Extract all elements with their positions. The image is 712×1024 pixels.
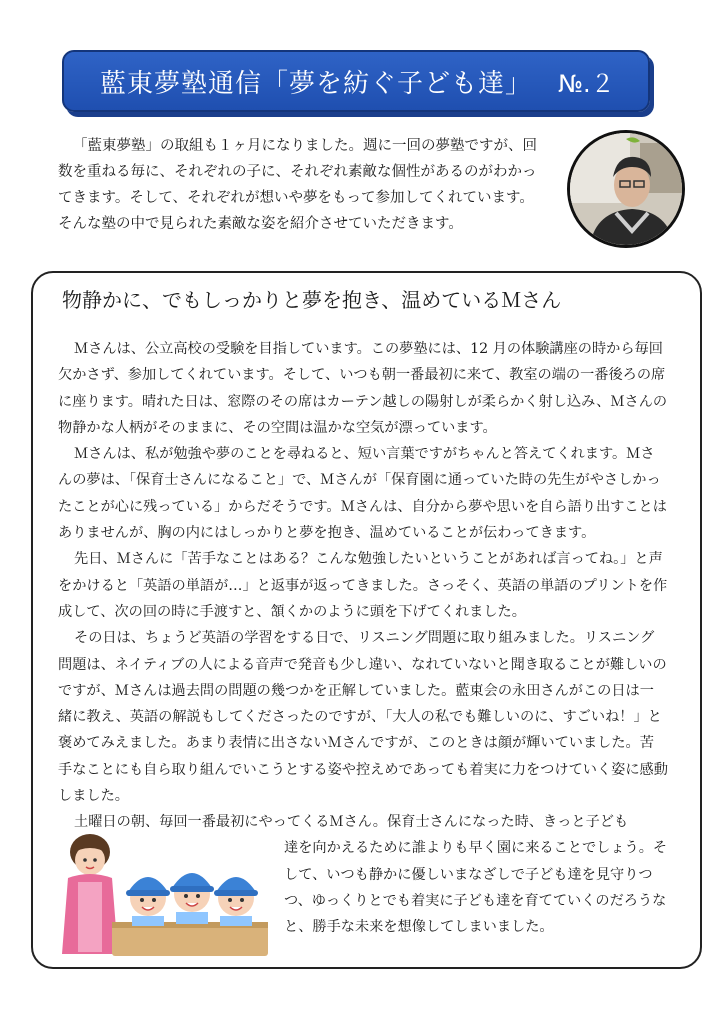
paragraph-text: その日は、ちょうど英語の学習をする日で、リスニング問題に取り組みました。リスニング問題は、ネイティブの人による音声で発音も少し違い、なれていないと聞き取ることが難しいのですが、Ｍさんは過去問の問題の幾つかを正解していました。藍東会の永田さんがこの日は一緒に教え、英語の解説もしてくださったのですが、「大人の私でも難しいのに、すごいね！」と褒めてみえました。あまり表情に出さないＭさんですが、このときは顔が輝いていました。苦手なことにも自ら取り組んでいこうとする姿や控えめであっても着実に力をつけていく姿に感動しました。 [58, 630, 668, 805]
article-title: 物静かに、でもしっかりと夢を抱き、温めているＭさん [62, 288, 562, 312]
article-body [58, 336, 668, 809]
intro-line: 数を重ねる毎に、それぞれの子に、それぞれ素敵な個性があるのがわかっ [58, 164, 537, 180]
header-banner [62, 50, 650, 112]
intro-line: てきます。そして、それぞれが想いや夢をもって参加してくれています。 [58, 190, 534, 206]
article-paragraph [58, 441, 668, 546]
teacher-portrait-photo [567, 130, 685, 248]
intro-line: 「藍東夢塾」の取組も１ヶ月になりました。週に一回の夢塾ですが、回 [73, 138, 537, 154]
newsletter-title: 藍東夢塾通信「夢を紡ぐ子ども達」 [100, 69, 533, 99]
intro-line: そんな塾の中で見られた素敵な姿を紹介させていただきます。 [58, 216, 463, 232]
article-paragraph [58, 625, 668, 809]
intro-text [58, 133, 550, 237]
paragraph-text: Ｍさんは、私が勉強や夢のことを尋ねると、短い言葉ですがちゃんと答えてくれます。Ｍさんの夢は、「保育士さんになること」で、Ｍさんが「保育園に通っていた時の先生がやさしかったことが心に残っている」からだそうです。Ｍさんは、自分から夢や思いを自ら語り出すことはありませんが、胸の内にはしっかりと夢を抱き、温めていることが伝わってきます。 [58, 446, 667, 542]
issue-number: №.２ [558, 70, 615, 98]
closing-rest: 達を向かえるために誰よりも早く園に来ることでしょう。そして、いつも静かに優しいまなざしで子ども達を見守りつつ、ゆっくりとでも着実に子ども達を育てていくのだろうなと、勝手な未来を想像してしまいました。 [284, 840, 668, 936]
paragraph-text: Ｍさんは、公立高校の受験を目指しています。この夢塾には、12 月の体験講座の時から毎回欠かさず、参加してくれています。そして、いつも朝一番最初に来て、教室の端の一番後ろの席に座ります。晴れた日は、窓際のその席はカーテン越しの陽射しが柔らかく射し込み、Ｍさんの物静かな人柄がそのままに、その空間は温かな空気が漂っています。 [58, 341, 668, 436]
closing-first-line: 土曜日の朝、毎回一番最初にやってくるＭさん。保育士さんになった時、きっと子ども [74, 814, 629, 830]
paragraph-text: 先日、Ｍさんに「苦手なことはある？こんな勉強したいということがあれば言ってね。」と声をかけると「英語の単語が…」と返事が返ってきました。さっそく、英語の単語のプリントを作成して、次の回の時に手渡すと、頷くかのように頭を下げてくれました。 [58, 551, 668, 620]
teacher-children-illustration [52, 830, 272, 960]
article-paragraph [58, 336, 668, 441]
article-paragraph [58, 546, 668, 625]
